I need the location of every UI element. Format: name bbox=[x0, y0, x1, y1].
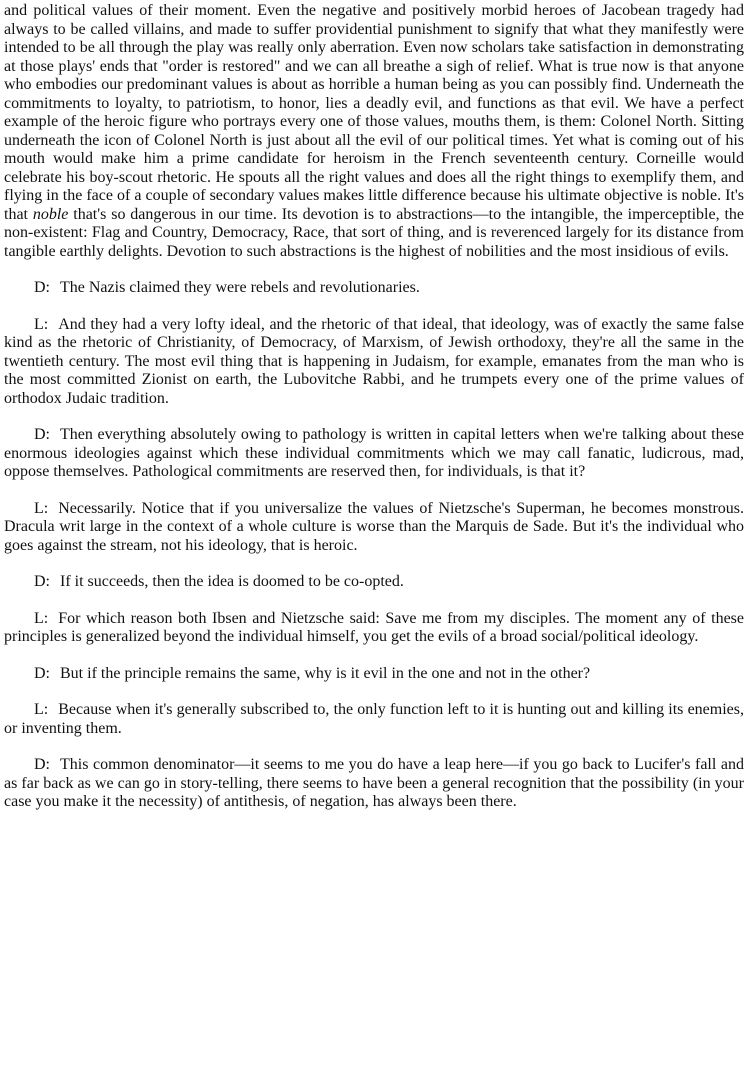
dialogue-paragraph bbox=[4, 610, 744, 647]
dialogue-paragraph bbox=[4, 756, 744, 812]
dialogue-paragraph bbox=[4, 279, 744, 298]
text-segment: But if the principle remains the same, why is it evil in the one and not in the other? bbox=[60, 664, 591, 682]
text-segment: And they had a very lofty ideal, and the rhetoric of that ideal, that ideology, was of exactly the same false kind as the rhetoric of Christianity, of Democracy, of Marxism, of Jewish orthodoxy, they're all the same in the twentieth century. The most evil thing that is happening in Judaism, for example, emanates from the man who is the most committed Zionist on earth, the Lubovitche Rabbi, and he trumpets every one of the prime values of orthodox Judaic tradition. bbox=[4, 315, 744, 407]
paragraph-continuation bbox=[4, 2, 744, 261]
text-segment: For which reason both Ibsen and Nietzsche said: Save me from my disciples. The moment any of these principles is generalized beyond the individual himself, you get the evils of a broad social/political ideology. bbox=[4, 609, 744, 645]
text-segment: Necessarily. Notice that if you universalize the values of Nietzsche's Superman, he becomes monstrous. Dracula writ large in the context of a whole culture is worse than the Marquis de Sade. But it's the individual who goes against the stream, not his ideology, that is heroic. bbox=[4, 499, 744, 554]
dialogue-paragraph bbox=[4, 500, 744, 556]
dialogue-paragraph bbox=[4, 701, 744, 738]
speaker-label: D: bbox=[34, 756, 50, 773]
text-segment: Then everything absolutely owing to pathology is written in capital letters when we're talking about these enormous ideologies against which these individual commitments which we may call fanatic, ludicrous, mad, oppose themselves. Pathological commitments are reserved then, for individuals, is that it? bbox=[4, 426, 744, 480]
text-segment: and political values of their moment. Even the negative and positively morbid heroes of Jacobean tragedy had always to be called villains, and made to suffer providential punishment to signify that what they manifestly were intended to be all through the play was really only aberration. Even now scholars take satisfaction in demonstrating at those plays' ends that "order is restored" and we can all breathe a sigh of relief. What is true now is that anyone who embodies our predominant values is about as horrible a human being as you can possibly find. Underneath the commitments to loyalty, to patriotism, to honor, lies a deadly evil, and functions as that evil. We have a perfect example of the heroic figure who portrays every one of those values, mouths them, is them: Colonel North. Sitting underneath the icon of Colonel North is just about all the evil of our political times. Yet what is coming out of his mouth would make him a prime candidate for heroism in the French seventeenth century. Corneille would celebrate his boy-scout rhetoric. He spouts all the right values and does all the right things to exemplify them, and flying in the face of a couple of secondary values makes little difference because his ultimate objective is noble. It's that bbox=[4, 2, 744, 223]
text-segment: The Nazis claimed they were rebels and revolutionaries. bbox=[60, 279, 420, 296]
text-segment: This common denominator—it seems to me you do have a leap here—if you go back to Lucifer's fall and as far back as we can go in story-telling, there seems to have been a general recognition that the possibility (in your case you make it the necessity) of antithesis, of negation, has always been there. bbox=[4, 756, 744, 810]
speaker-label: D: bbox=[34, 426, 50, 443]
italic-text-segment: noble bbox=[32, 205, 69, 223]
speaker-label: L: bbox=[34, 499, 49, 517]
speaker-label: L: bbox=[34, 609, 49, 627]
text-segment: Because when it's generally subscribed to, the only function left to it is hunting out and killing its enemies, or inventing them. bbox=[4, 701, 744, 737]
speaker-label: D: bbox=[34, 279, 50, 296]
dialogue-paragraph bbox=[4, 426, 744, 482]
text-segment: If it succeeds, then the idea is doomed to be co-opted. bbox=[60, 573, 404, 590]
dialogue-paragraph bbox=[4, 573, 744, 592]
dialogue-paragraph bbox=[4, 316, 744, 409]
speaker-label: D: bbox=[34, 664, 50, 682]
speaker-label: L: bbox=[34, 701, 49, 718]
dialogue-paragraph bbox=[4, 665, 744, 684]
speaker-label: D: bbox=[34, 573, 50, 590]
text-segment: that's so dangerous in our time. Its devotion is to abstractions—to the intangible, the imperceptible, the non-existent: Flag and Country, Democracy, Race, that sort of thing, and is reverenced largely for its distance from tangible earthly delights. Devotion to such abstractions is the highest of nobilities and the most insidious of evils. bbox=[4, 205, 745, 260]
speaker-label: L: bbox=[34, 315, 49, 333]
